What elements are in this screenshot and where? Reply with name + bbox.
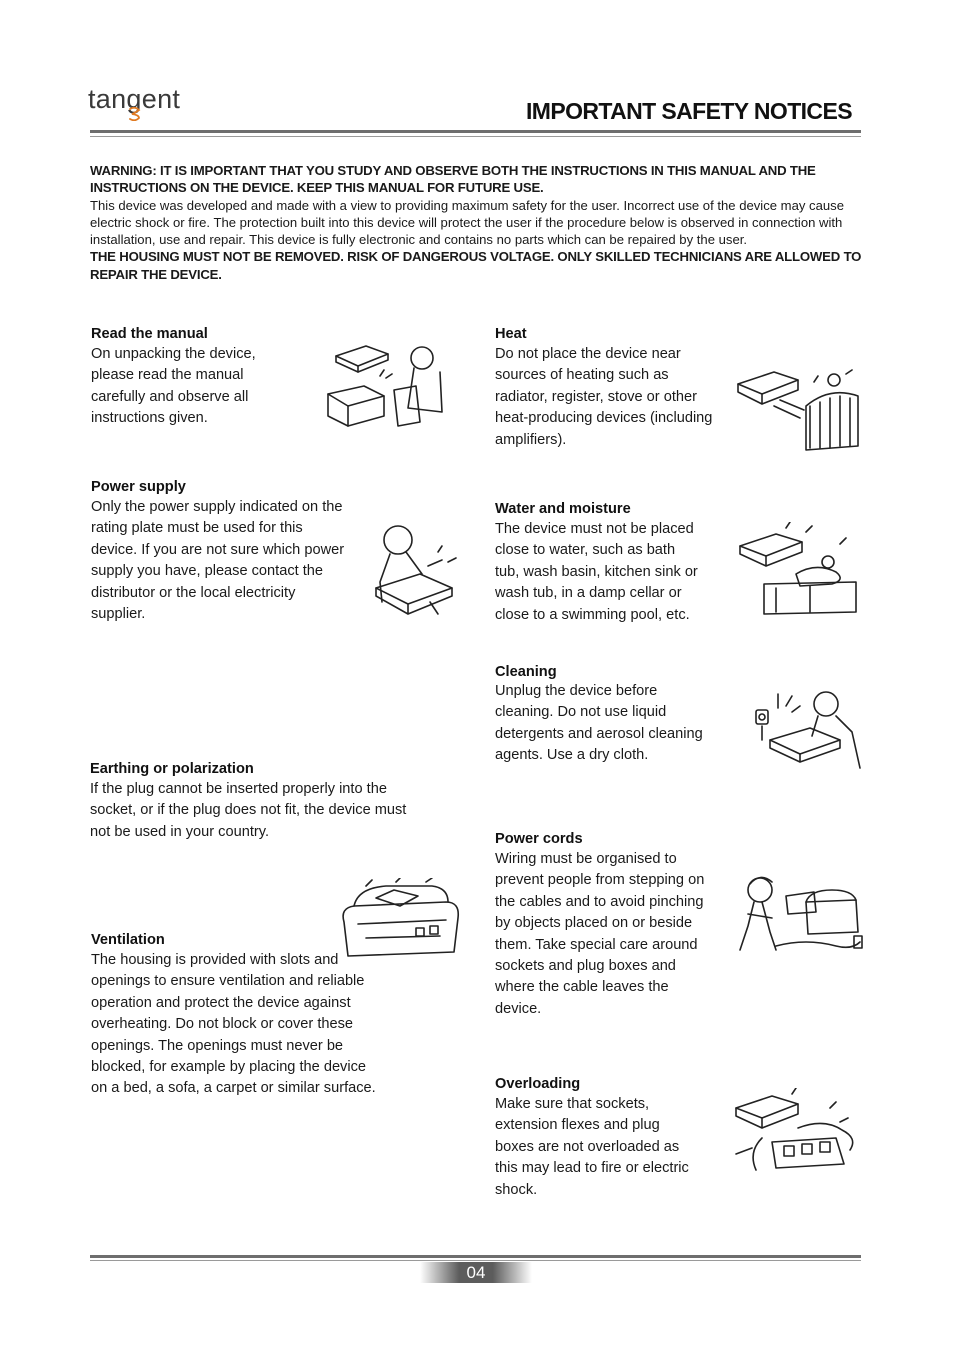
section-line: operation and protect the device against [91, 994, 351, 1011]
section-heading: Cleaning [495, 664, 557, 680]
section-line: shock. [495, 1181, 538, 1198]
section-heading: Water and moisture [495, 501, 631, 517]
section-line: openings. The openings must never be [91, 1037, 344, 1054]
section-heat [495, 324, 745, 451]
section-line: sources of heating such as [495, 367, 669, 384]
section-line: socket, or if the plug does not fit, the device must [90, 802, 407, 819]
section-line: Only the power supply indicated on the [91, 499, 343, 515]
section-line: wash tub, in a damp cellar or [495, 585, 682, 602]
section-read-manual [91, 324, 331, 430]
page-title: IMPORTANT SAFETY NOTICES [526, 98, 852, 124]
page-number: 04 [466, 1263, 486, 1282]
section-line: please read the manual [91, 367, 244, 384]
section-line: instructions given. [91, 410, 208, 427]
section-line: detergents and aerosol cleaning [495, 725, 703, 742]
footer-divider [90, 1255, 861, 1258]
section-line: On unpacking the device, [91, 346, 256, 362]
heat-illustration [734, 366, 866, 454]
section-line: boxes are not overloaded as [495, 1138, 680, 1155]
section-line: openings to ensure ventilation and reliable [91, 973, 365, 990]
section-line: radiator, register, stove or other [495, 388, 697, 405]
logo-text: tangent [88, 84, 181, 114]
section-line: blocked, for example by placing the device [91, 1059, 367, 1076]
logo-accent-icon [129, 107, 141, 121]
section-heading: Earthing or polarization [90, 761, 254, 777]
section-heading: Ventilation [91, 932, 165, 948]
section-line: close to a swimming pool, etc. [495, 606, 690, 623]
section-line: tub, wash basin, kitchen sink or [495, 563, 698, 580]
section-line: If the plug cannot be inserted properly into the [90, 781, 387, 797]
ventilation-illustration [336, 878, 464, 964]
header-divider-thin [90, 136, 861, 137]
section-line: agents. Use a dry cloth. [495, 747, 649, 764]
section-heading: Read the manual [91, 326, 208, 342]
section-line: device. If you are not sure which power [91, 541, 345, 558]
section-line: cleaning. Do not use liquid [495, 704, 667, 721]
power-cords-illustration [736, 872, 868, 954]
intro-block [90, 162, 880, 283]
section-power-supply [91, 477, 381, 625]
section-line: Unplug the device before [495, 683, 658, 699]
intro-body: This device was developed and made with a view to providing maximum safety for the user. Incorrect use of the device may cause electric shock or fire. The protection built into this device will protect the user if the procedure below is observed in connection with installation, use and repair. This device is fully electronic and contains no parts which can be repaired by the user. [90, 197, 844, 248]
section-heading: Power supply [91, 479, 186, 495]
section-power-cords [495, 829, 735, 1020]
section-line: Wiring must be organised to [495, 851, 677, 867]
housing-warning: THE HOUSING MUST NOT BE REMOVED. RISK OF DANGEROUS VOLTAGE. ONLY SKILLED TECHNICIANS ARE ALLOWED TO REPAIR THE DEVICE. [90, 249, 862, 282]
cleaning-illustration [748, 688, 866, 772]
section-line: on a bed, a sofa, a carpet or similar surface. [91, 1080, 376, 1097]
section-line: the cables and to avoid pinching [495, 893, 704, 910]
section-earthing [90, 759, 460, 843]
section-line: Make sure that sockets, [495, 1096, 650, 1112]
section-water [495, 499, 735, 626]
section-line: supply you have, please contact the [91, 563, 324, 580]
section-line: device. [495, 1000, 542, 1017]
read-manual-illustration [324, 338, 450, 430]
section-heading: Power cords [495, 831, 583, 847]
section-line: overheating. Do not block or cover these [91, 1016, 354, 1033]
power-supply-illustration [368, 522, 464, 620]
section-line: prevent people from stepping on [495, 872, 705, 889]
section-line: heat-producing devices (including [495, 410, 713, 427]
water-illustration [736, 522, 860, 616]
section-line: supplier. [91, 606, 146, 623]
warning-text: WARNING: IT IS IMPORTANT THAT YOU STUDY AND OBSERVE BOTH THE INSTRUCTIONS IN THIS MANUAL AND THE INSTRUCTIONS ON THE DEVICE. KEEP THIS MANUAL FOR FUTURE USE. [90, 163, 816, 196]
section-line: this may lead to fire or electric [495, 1160, 689, 1177]
section-line: close to water, such as bath [495, 542, 676, 559]
section-line: The housing is provided with slots and [91, 952, 339, 968]
section-line: extension flexes and plug [495, 1117, 660, 1134]
section-line: rating plate must be used for this [91, 520, 303, 537]
footer-divider-thin [90, 1260, 861, 1261]
section-line: where the cable leaves the [495, 979, 669, 996]
header-divider [90, 130, 861, 133]
section-heading: Heat [495, 326, 527, 342]
section-line: them. Take special care around [495, 936, 698, 953]
section-line: by objects placed on or beside [495, 915, 693, 932]
section-line: Do not place the device near [495, 346, 681, 362]
overloading-illustration [732, 1088, 864, 1182]
section-line: carefully and observe all [91, 388, 249, 405]
brand-logo [88, 84, 180, 115]
section-heading: Overloading [495, 1076, 581, 1092]
section-cleaning [495, 663, 735, 767]
section-overloading [495, 1074, 735, 1201]
section-line: not be used in your country. [90, 823, 270, 840]
section-line: amplifiers). [495, 431, 567, 448]
section-line: sockets and plug boxes and [495, 958, 676, 975]
section-line: distributor or the local electricity [91, 584, 296, 601]
section-line: The device must not be placed [495, 521, 694, 537]
